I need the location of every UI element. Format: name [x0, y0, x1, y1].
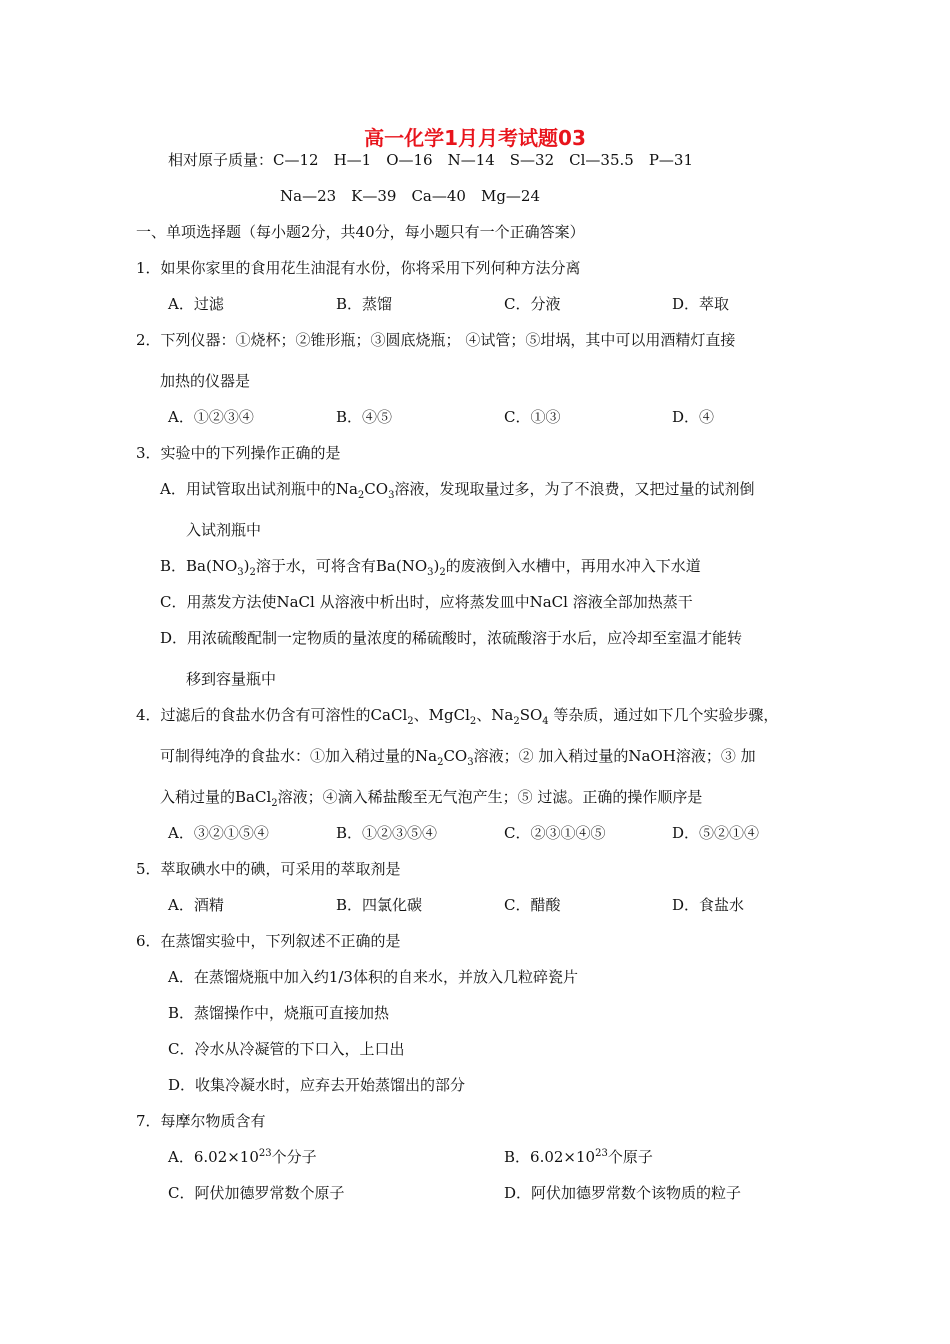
q2-option-c: C．①③ [504, 408, 561, 426]
q4-option-d: D．⑤②①④ [672, 824, 760, 842]
q4-option-c: C．②③①④⑤ [504, 824, 606, 842]
q7-option-d: D．阿伏加德罗常数个该物质的粒子 [504, 1184, 742, 1202]
q7-option-b: B．$6.02\times 10^{23}$个原子 [504, 1148, 653, 1166]
q3-stem: 3．实验中的下列操作正确的是 [136, 444, 341, 462]
q6-option-d: D．收集冷凝水时，应弃去开始蒸馏出的部分 [168, 1076, 466, 1094]
q3-option-a-line-2: 入试剂瓶中 [186, 521, 262, 539]
q3-option-c: C．用蒸发方法使NaCl 从溶液中析出时，应将蒸发皿中NaCl 溶液全部加热蒸干 [160, 593, 693, 611]
q3-option-d: D．用浓硫酸配制一定物质的量浓度的稀硫酸时，浓硫酸溶于水后，应冷却至室温才能转 [160, 629, 743, 647]
q4-option-a: A．③②①⑤④ [168, 824, 269, 842]
q3-option-a: A．用试管取出试剂瓶中的$Na_2CO_3$溶液，发现取量过多，为了不浪费，又把过量的试剂倒 [160, 480, 755, 501]
atomic-mass-line-2: Na—23 K—39 Ca—40 Mg—24 [280, 187, 541, 205]
q1-stem: 1．如果你家里的食用花生油混有水份，你将采用下列何种方法分离 [136, 259, 581, 277]
q1-option-a: A．过滤 [168, 295, 224, 313]
q6-option-a: A．在蒸馏烧瓶中加入约1/3体积的自来水，并放入几粒碎瓷片 [168, 968, 578, 986]
q2-option-a: A．①②③④ [168, 408, 254, 426]
q2-option-b: B．④⑤ [336, 408, 393, 426]
q7-option-a: A．$6.02\times 10^{23}$个分子 [168, 1148, 317, 1166]
q4-stem-line-3: 入稍过量的BaCl$_2$溶液；④滴入稀盐酸至无气泡产生；⑤ 过滤。正确的操作顺序是 [160, 788, 703, 809]
section-heading: 一、单项选择题（每小题2分，共40分，每小题只有一个正确答案） [136, 223, 585, 241]
q5-stem: 5．萃取碘水中的碘，可采用的萃取剂是 [136, 860, 401, 878]
q1-option-c: C．分液 [504, 295, 561, 313]
q5-option-a: A．酒精 [168, 896, 224, 914]
q6-option-c: C．冷水从冷凝管的下口入，上口出 [168, 1040, 405, 1058]
q1-option-b: B．蒸馏 [336, 295, 393, 313]
q2-stem-line-1: 2．下列仪器：①烧杯；②锥形瓶；③圆底烧瓶； ④试管；⑤坩埚，其中可以用酒精灯直接 [136, 331, 736, 349]
q7-option-c: C．阿伏加德罗常数个原子 [168, 1184, 345, 1202]
atomic-mass-line-1: 相对原子质量：C—12 H—1 O—16 N—14 S—32 Cl—35.5 P—31 [168, 151, 694, 169]
q3-option-b: B．$Ba(NO_3)_2$溶于水，可将含有$Ba(NO_3)_2$的废液倒入水槽中，再用水冲入下水道 [160, 557, 701, 578]
q2-option-d: D．④ [672, 408, 715, 426]
q6-stem: 6．在蒸馏实验中，下列叙述不正确的是 [136, 932, 401, 950]
q5-option-b: B．四氯化碳 [336, 896, 423, 914]
q7-stem: 7．每摩尔物质含有 [136, 1112, 266, 1130]
q4-stem-line-1: 4．过滤后的食盐水仍含有可溶性的CaCl$_2$、MgCl$_2$、$Na_2SO_4$ 等杂质，通过如下几个实验步骤， [136, 706, 779, 727]
q2-stem-line-2: 加热的仪器是 [160, 372, 251, 390]
q5-option-d: D．食盐水 [672, 896, 745, 914]
q4-stem-line-2: 可制得纯净的食盐水：①加入稍过量的$Na_2CO_3$溶液；② 加入稍过量的NaOH溶液；③ 加 [160, 747, 756, 768]
q4-option-b: B．①②③⑤④ [336, 824, 438, 842]
q3-option-d-line-2: 移到容量瓶中 [186, 670, 277, 688]
q1-option-d: D．萃取 [672, 295, 730, 313]
page-title: 高一化学1月月考试题03 [364, 126, 586, 150]
q5-option-c: C．醋酸 [504, 896, 561, 914]
q6-option-b: B．蒸馏操作中，烧瓶可直接加热 [168, 1004, 390, 1022]
